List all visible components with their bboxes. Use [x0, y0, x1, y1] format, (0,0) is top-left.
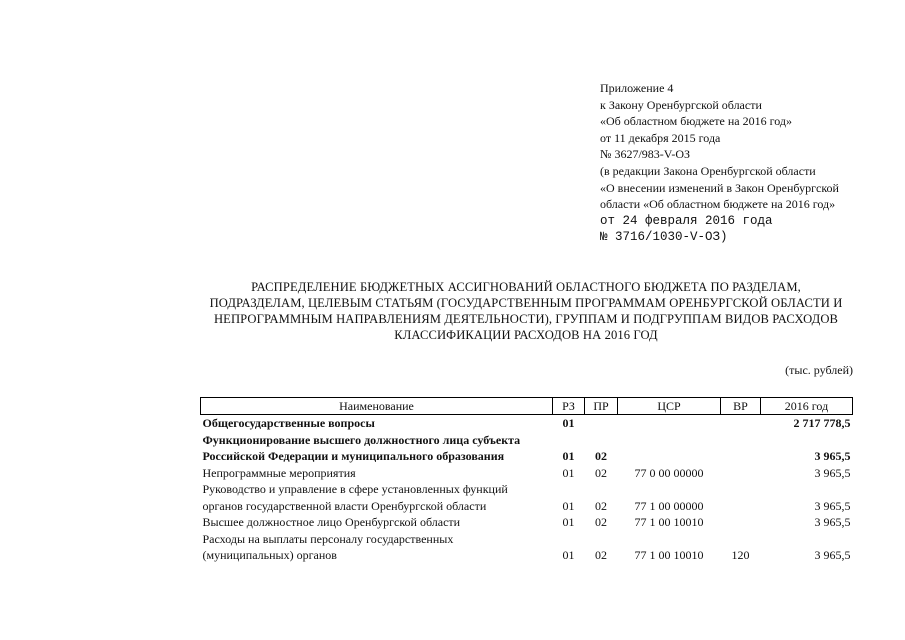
row-name-line: Руководство и управление в сфере установленных функций — [202, 482, 508, 496]
budget-table — [200, 397, 853, 564]
amendment-number: № 3716/1030-V-ОЗ) — [600, 230, 728, 245]
row-csr: 77 1 00 10010 — [634, 548, 704, 562]
header-name: Наименование — [201, 398, 553, 415]
appendix-line: (в редакции Закона Оренбургской области — [600, 163, 816, 178]
table-row — [201, 531, 853, 564]
row-vr — [721, 465, 761, 482]
title-line: РАСПРЕДЕЛЕНИЕ БЮДЖЕТНЫХ АССИГНОВАНИЙ ОБЛАСТНОГО БЮДЖЕТА ПО РАЗДЕЛАМ, — [251, 280, 801, 294]
amendment-date: от 24 февраля 2016 года — [600, 213, 773, 228]
row-amount: 3 965,5 — [814, 548, 851, 562]
title-line: НЕПРОГРАММНЫМ НАПРАВЛЕНИЯМ ДЕЯТЕЛЬНОСТИ), ГРУППАМ И ПОДГРУППАМ ВИДОВ РАСХОДОВ — [213, 312, 839, 326]
row-name-line: органов государственной власти Оренбургской области — [202, 498, 487, 513]
row-csr: 77 1 00 10010 — [634, 515, 704, 529]
row-amount: 3 965,5 — [814, 449, 851, 463]
row-name-line: Функционирование высшего должностного лица субъекта — [202, 432, 521, 447]
table-row — [201, 415, 853, 432]
units-label: (тыс. рублей) — [785, 363, 853, 377]
appendix-line: от 11 декабря 2015 года — [600, 130, 721, 145]
row-vr — [721, 481, 761, 514]
row-pr: 02 — [595, 465, 607, 480]
appendix-line: области «Об областном бюджете на 2016 год» — [600, 197, 836, 212]
row-amount: 3 965,5 — [814, 498, 851, 513]
row-rz: 01 — [562, 498, 575, 513]
row-pr: 02 — [595, 548, 607, 562]
table-row — [201, 514, 853, 531]
row-vr — [721, 415, 761, 432]
row-csr — [618, 415, 721, 432]
row-pr — [585, 415, 618, 432]
header-pr: ПР — [585, 398, 618, 415]
appendix-line: № 3627/983-V-ОЗ — [600, 147, 691, 162]
row-name-line: Общегосударственные вопросы — [202, 416, 375, 430]
row-name — [201, 465, 553, 482]
row-csr: 77 1 00 00000 — [634, 498, 704, 513]
header-vr: ВР — [721, 398, 761, 415]
row-rz: 01 — [562, 465, 575, 480]
row-rz: 01 — [562, 515, 575, 529]
appendix-line: Приложение 4 — [600, 81, 674, 95]
header-rz: РЗ — [553, 398, 585, 415]
table-row — [201, 481, 853, 514]
row-pr: 02 — [595, 515, 607, 529]
row-pr: 02 — [595, 449, 607, 463]
row-name-line: Российской Федерации и муниципального образования — [202, 449, 505, 463]
row-rz: 01 — [562, 548, 575, 562]
row-amount: 2 717 778,5 — [793, 416, 851, 430]
table-header-row — [201, 398, 853, 415]
row-name-line: (муниципальных) органов — [202, 548, 337, 562]
row-rz: 01 — [562, 449, 575, 463]
table-row — [201, 432, 853, 465]
row-rz: 01 — [562, 416, 575, 430]
row-csr — [618, 432, 721, 465]
row-csr: 77 0 00 00000 — [634, 465, 704, 480]
document-title — [200, 279, 852, 343]
row-name — [201, 481, 553, 514]
row-vr — [721, 432, 761, 465]
appendix-line: «Об областном бюджете на 2016 год» — [600, 114, 792, 129]
table-body — [201, 415, 853, 564]
title-line: ПОДРАЗДЕЛАМ, ЦЕЛЕВЫМ СТАТЬЯМ (ГОСУДАРСТВЕННЫМ ПРОГРАММАМ ОРЕНБУРГСКОЙ ОБЛАСТИ И — [209, 296, 843, 310]
row-name-line: Высшее должностное лицо Оренбургской области — [202, 515, 461, 529]
appendix-note — [600, 80, 839, 246]
row-vr — [721, 514, 761, 531]
row-name-line: Непрограммные мероприятия — [202, 465, 356, 480]
row-amount: 3 965,5 — [814, 515, 851, 529]
row-name — [201, 432, 553, 465]
table-row — [201, 465, 853, 482]
appendix-line: к Закону Оренбургской области — [600, 97, 762, 112]
header-year: 2016 год — [761, 398, 853, 415]
appendix-line: «О внесении изменений в Закон Оренбургской — [600, 180, 839, 195]
header-csr: ЦСР — [618, 398, 721, 415]
row-vr: 120 — [731, 548, 750, 562]
row-name — [201, 415, 553, 432]
row-name-line: Расходы на выплаты персоналу государственных — [202, 531, 454, 546]
row-amount: 3 965,5 — [814, 465, 851, 480]
title-line: КЛАССИФИКАЦИИ РАСХОДОВ НА 2016 ГОД — [394, 328, 658, 342]
row-name — [201, 531, 553, 564]
row-pr: 02 — [595, 498, 607, 513]
row-name — [201, 514, 553, 531]
